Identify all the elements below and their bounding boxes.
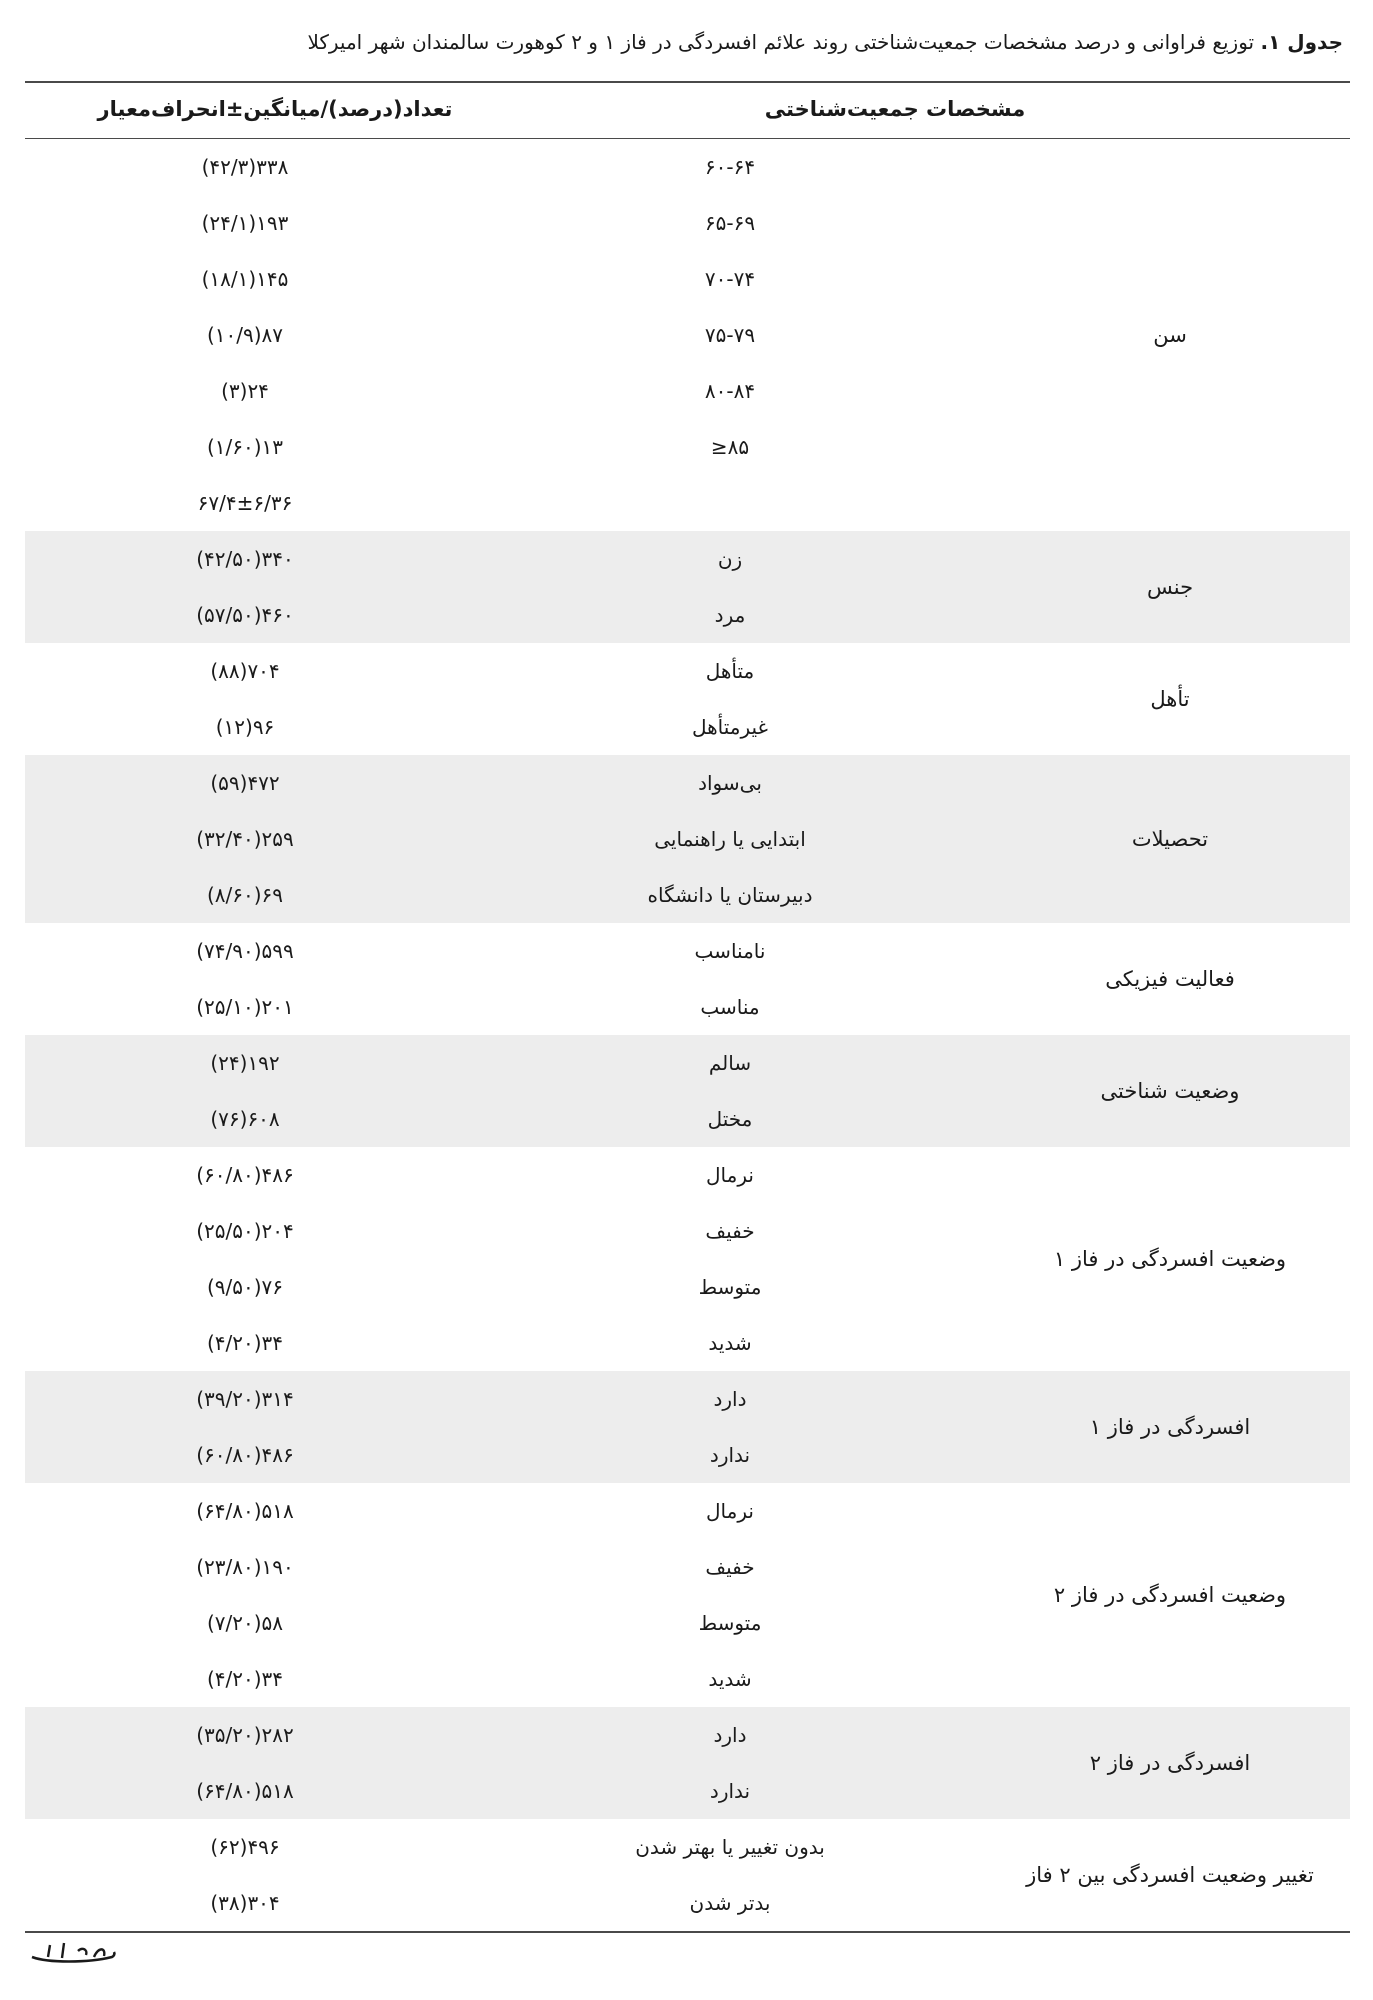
value-cell: ۷۶(۹/۵۰) xyxy=(206,1275,284,1299)
value-cell: ۳۱۴(۳۹/۲۰) xyxy=(196,1387,294,1411)
table-row xyxy=(25,1259,1350,1315)
group-label: تحصیلات xyxy=(1131,827,1209,851)
value-cell: ۳۰۴(۳۸) xyxy=(210,1891,280,1915)
category-cell: متوسط xyxy=(698,1275,762,1299)
table-row xyxy=(25,139,1350,195)
category-cell: ابتدایی یا راهنمایی xyxy=(654,827,806,851)
category-cell: نامناسب xyxy=(694,939,766,963)
table-row xyxy=(25,923,1350,979)
category-cell: متوسط xyxy=(698,1611,762,1635)
table-group xyxy=(25,1147,1350,1371)
value-cell: ۳۴(۴/۲۰) xyxy=(206,1331,284,1355)
table-row xyxy=(25,1035,1350,1091)
table-row xyxy=(25,1203,1350,1259)
category-cell: سالم xyxy=(708,1051,752,1075)
table-row xyxy=(25,419,1350,475)
value-cell: ۲۰۱(۲۵/۱۰) xyxy=(196,995,294,1019)
category-cell: ۷۵-۷۹ xyxy=(704,323,756,347)
category-cell: خفیف xyxy=(705,1555,755,1579)
group-label: وضعیت افسردگی در فاز ۱ xyxy=(1053,1247,1287,1271)
table-group xyxy=(25,755,1350,923)
header-characteristic: مشخصات جمعیت‌شناختی xyxy=(764,97,1026,121)
table-caption xyxy=(30,30,1343,54)
table-row xyxy=(25,1371,1350,1427)
table-group xyxy=(25,1819,1350,1931)
category-cell: دارد xyxy=(713,1723,747,1747)
table-row xyxy=(25,1763,1350,1819)
table-row xyxy=(25,307,1350,363)
category-cell: ۸۵≤ xyxy=(710,435,750,459)
value-cell: ۱۹۲(۲۴) xyxy=(210,1051,280,1075)
table-row xyxy=(25,1651,1350,1707)
table-row xyxy=(25,1875,1350,1931)
salmand-logo xyxy=(28,1937,118,1971)
table-row xyxy=(25,1091,1350,1147)
category-cell: شدید xyxy=(708,1331,752,1355)
category-cell: مناسب xyxy=(700,995,760,1019)
table-row xyxy=(25,811,1350,867)
table-row xyxy=(25,755,1350,811)
value-cell: ۹۶(۱۲) xyxy=(215,715,275,739)
value-cell: ۲۸۲(۳۵/۲۰) xyxy=(196,1723,294,1747)
table-row xyxy=(25,1315,1350,1371)
value-cell: ۴۸۶(۶۰/۸۰) xyxy=(196,1443,294,1467)
group-label: وضعیت شناختی xyxy=(1100,1079,1240,1103)
table-row xyxy=(25,251,1350,307)
group-label: افسردگی در فاز ۱ xyxy=(1089,1415,1251,1439)
table-body xyxy=(25,139,1350,1931)
category-cell: ۶۵-۶۹ xyxy=(704,211,756,235)
table-row xyxy=(25,1595,1350,1651)
value-cell: ۲۵۹(۳۲/۴۰) xyxy=(196,827,294,851)
group-label: فعالیت فیزیکی xyxy=(1105,967,1235,991)
table-header xyxy=(25,83,1350,138)
value-cell: ۳۴۰(۴۲/۵۰) xyxy=(196,547,294,571)
table-row xyxy=(25,363,1350,419)
table-row xyxy=(25,587,1350,643)
group-label: تغییر وضعیت افسردگی بین ۲ فاز xyxy=(1026,1863,1314,1887)
category-cell: نرمال xyxy=(706,1499,754,1523)
category-cell: ندارد xyxy=(709,1779,751,1803)
category-cell: بدون تغییر یا بهتر شدن xyxy=(635,1835,825,1859)
table-row xyxy=(25,475,1350,531)
table-row xyxy=(25,1483,1350,1539)
category-cell: متأهل xyxy=(705,659,755,683)
table-row xyxy=(25,643,1350,699)
value-cell: ۶۰۸(۷۶) xyxy=(210,1107,280,1131)
category-cell: زن xyxy=(717,547,743,571)
table-row xyxy=(25,1427,1350,1483)
table-group xyxy=(25,1707,1350,1819)
caption-label: جدول ۱. xyxy=(1260,30,1343,54)
value-cell: ۴۹۶(۶۲) xyxy=(210,1835,280,1859)
table-row xyxy=(25,1539,1350,1595)
caption-text: توزیع فراوانی و درصد مشخصات جمعیت‌شناختی روند علائم افسردگی در فاز ۱ و ۲ کوهورت سالمندان شهر امیرکلا xyxy=(307,30,1261,54)
value-cell: ۵۸(۷/۲۰) xyxy=(206,1611,284,1635)
table-group xyxy=(25,923,1350,1035)
value-cell: ۵۹۹(۷۴/۹۰) xyxy=(196,939,294,963)
category-cell: بدتر شدن xyxy=(689,1891,771,1915)
table-group xyxy=(25,1035,1350,1147)
group-label: وضعیت افسردگی در فاز ۲ xyxy=(1053,1583,1287,1607)
table-row xyxy=(25,531,1350,587)
group-label: سن xyxy=(1153,323,1187,347)
value-cell: ۵۱۸(۶۴/۸۰) xyxy=(196,1499,294,1523)
value-cell: ۳۳۸(۴۲/۳) xyxy=(201,155,289,179)
table-row xyxy=(25,979,1350,1035)
demographics-table xyxy=(25,81,1350,1933)
table-group xyxy=(25,1483,1350,1707)
category-cell: ۸۰-۸۴ xyxy=(704,379,756,403)
category-cell: غیرمتأهل xyxy=(691,715,769,739)
category-cell: ۷۰-۷۴ xyxy=(704,267,756,291)
table-group xyxy=(25,531,1350,643)
table-row xyxy=(25,1147,1350,1203)
table-row xyxy=(25,195,1350,251)
value-cell: ۴۶۰(۵۷/۵۰) xyxy=(196,603,294,627)
category-cell: ۶۰-۶۴ xyxy=(704,155,756,179)
value-cell: ۱۳(۱/۶۰) xyxy=(206,435,284,459)
table-group xyxy=(25,1371,1350,1483)
value-cell: ۴۸۶(۶۰/۸۰) xyxy=(196,1163,294,1187)
table-bottom-rule xyxy=(25,1931,1350,1933)
value-cell: ۶۹(۸/۶۰) xyxy=(206,883,284,907)
table-row xyxy=(25,699,1350,755)
category-cell: شدید xyxy=(708,1667,752,1691)
table-row xyxy=(25,1707,1350,1763)
category-cell: دبیرستان یا دانشگاه xyxy=(647,883,813,907)
table-row xyxy=(25,1819,1350,1875)
category-cell: نرمال xyxy=(706,1163,754,1187)
value-cell: ۵۱۸(۶۴/۸۰) xyxy=(196,1779,294,1803)
category-cell: مرد xyxy=(714,603,746,627)
value-cell: ۸۷(۱۰/۹) xyxy=(206,323,284,347)
value-cell: ۲۰۴(۲۵/۵۰) xyxy=(196,1219,294,1243)
category-cell: ندارد xyxy=(709,1443,751,1467)
value-cell: ۱۹۳(۲۴/۱) xyxy=(201,211,289,235)
value-cell: ۳۴(۴/۲۰) xyxy=(206,1667,284,1691)
header-value: تعداد(درصد)/میانگین±انحراف‌معیار xyxy=(97,97,453,121)
group-label: افسردگی در فاز ۲ xyxy=(1089,1751,1251,1775)
value-cell: ۷۰۴(۸۸) xyxy=(210,659,280,683)
category-cell: بی‌سواد xyxy=(698,771,762,795)
group-label: جنس xyxy=(1146,575,1194,599)
category-cell: خفیف xyxy=(705,1219,755,1243)
category-cell: مختل xyxy=(707,1107,753,1131)
value-cell: ۴۷۲(۵۹) xyxy=(210,771,280,795)
value-cell: ۱۹۰(۲۳/۸۰) xyxy=(196,1555,294,1579)
group-label: تأهل xyxy=(1150,687,1190,711)
category-cell: دارد xyxy=(713,1387,747,1411)
value-cell: ۶۷/۴±۶/۳۶ xyxy=(197,491,293,515)
value-cell: ۲۴(۳) xyxy=(221,379,269,403)
table-group xyxy=(25,139,1350,531)
table-group xyxy=(25,643,1350,755)
value-cell: ۱۴۵(۱۸/۱) xyxy=(201,267,289,291)
table-row xyxy=(25,867,1350,923)
